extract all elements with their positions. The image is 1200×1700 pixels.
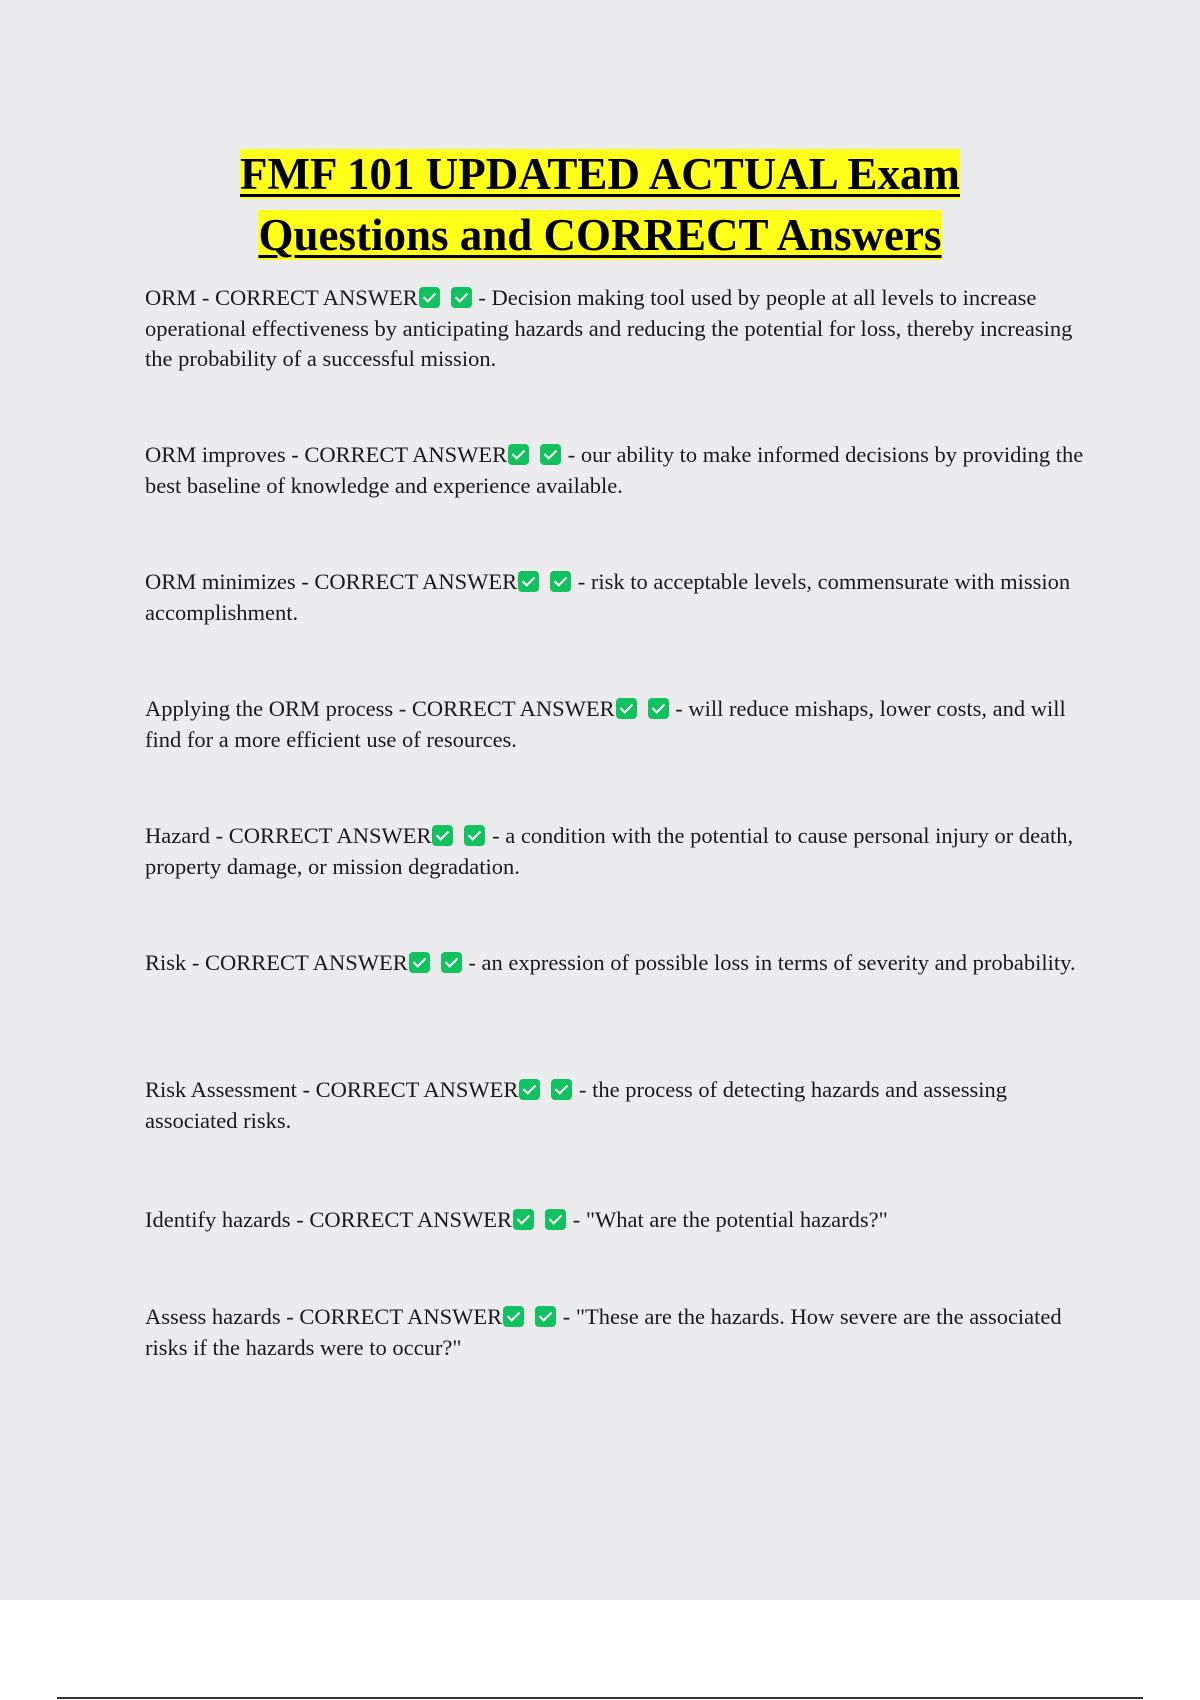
entry-definition: risk to acceptable levels, commensurate with mission accomplishment. <box>145 569 1071 625</box>
green-checkmark-icon <box>540 444 561 465</box>
document-title <box>100 144 1100 266</box>
entry-definition: the process of detecting hazards and assessing associated risks. <box>145 1077 1008 1133</box>
title-line-1: FMF 101 UPDATED ACTUAL Exam <box>240 149 960 199</box>
correct-answer-label: CORRECT ANSWER <box>314 569 518 594</box>
entry-definition: an expression of possible loss in terms of severity and probability. <box>481 950 1076 975</box>
green-checkmark-icon <box>503 1306 524 1327</box>
correct-answer-label: CORRECT ANSWER <box>215 285 418 310</box>
green-checkmark-icon <box>648 698 669 719</box>
entry-definition: will reduce mishaps, lower costs, and will find for a more efficient use of resources. <box>145 696 1066 752</box>
green-checkmark-icon <box>551 1079 572 1100</box>
qa-entry-hazard: Hazard - CORRECT ANSWER - a condition with the potential to cause personal injury or death, property damage, or mission degradation. <box>145 823 1074 879</box>
green-checkmark-icon <box>616 698 637 719</box>
qa-entry-applying-orm: Applying the ORM process - CORRECT ANSWER - will reduce mishaps, lower costs, and will find for a more efficient use of resources. <box>145 696 1066 752</box>
green-checkmark-icon <box>432 825 453 846</box>
correct-answer-label: CORRECT ANSWER <box>205 950 408 975</box>
green-checkmark-icon <box>550 571 571 592</box>
green-checkmark-icon <box>513 1209 534 1230</box>
entry-term: ORM minimizes <box>145 569 296 594</box>
green-checkmark-icon <box>535 1306 556 1327</box>
entry-term: Risk <box>145 950 187 975</box>
green-checkmark-icon <box>409 952 430 973</box>
correct-answer-label: CORRECT ANSWER <box>304 442 508 467</box>
qa-entry-risk: Risk - CORRECT ANSWER - an expression of possible loss in terms of severity and probability. <box>145 950 1076 975</box>
entry-term: Assess hazards <box>145 1304 281 1329</box>
qa-entry-assess-hazards: Assess hazards - CORRECT ANSWER - "These are the hazards. How severe are the associated risks if the hazards were to occur?" <box>145 1304 1062 1360</box>
entry-term: Hazard <box>145 823 210 848</box>
correct-answer-label: CORRECT ANSWER <box>411 696 615 721</box>
qa-entry-orm: ORM - CORRECT ANSWER - Decision making tool used by people at all levels to increase operational effectiveness by anticipating hazards and reducing the potential for loss, thereby increasing the probability of a successful mission. <box>145 285 1073 371</box>
entry-term: Applying the ORM process <box>145 696 394 721</box>
entry-definition: a condition with the potential to cause personal injury or death, property damage, or mission degradation. <box>145 823 1074 879</box>
green-checkmark-icon <box>419 287 440 308</box>
entry-term: ORM <box>145 285 197 310</box>
entry-definition: "These are the hazards. How severe are the associated risks if the hazards were to occur?" <box>145 1304 1062 1360</box>
green-checkmark-icon <box>519 1079 540 1100</box>
entry-definition: Decision making tool used by people at all levels to increase operational effectiveness by anticipating hazards and reducing the potential for loss, thereby increasing the probability of a successful mission. <box>145 285 1073 371</box>
qa-entry-orm-minimizes: ORM minimizes - CORRECT ANSWER - risk to acceptable levels, commensurate with mission accomplishment. <box>145 569 1071 625</box>
correct-answer-label: CORRECT ANSWER <box>309 1207 513 1232</box>
entry-term: Risk Assessment <box>145 1077 297 1102</box>
correct-answer-label: CORRECT ANSWER <box>299 1304 503 1329</box>
entry-definition: our ability to make informed decisions by providing the best baseline of knowledge and experience available. <box>145 442 1084 498</box>
qa-entry-orm-improves: ORM improves - CORRECT ANSWER - our ability to make informed decisions by providing the best baseline of knowledge and experience available. <box>145 442 1084 498</box>
title-line-2: Questions and CORRECT Answers <box>258 210 942 260</box>
green-checkmark-icon <box>441 952 462 973</box>
entry-term: Identify hazards <box>145 1207 291 1232</box>
footer-divider <box>57 1697 1143 1699</box>
green-checkmark-icon <box>518 571 539 592</box>
qa-entry-identify-hazards: Identify hazards - CORRECT ANSWER - "What are the potential hazards?" <box>145 1207 888 1232</box>
qa-entry-risk-assessment: Risk Assessment - CORRECT ANSWER - the process of detecting hazards and assessing associated risks. <box>145 1077 1008 1133</box>
correct-answer-label: CORRECT ANSWER <box>315 1077 519 1102</box>
green-checkmark-icon <box>464 825 485 846</box>
green-checkmark-icon <box>545 1209 566 1230</box>
correct-answer-label: CORRECT ANSWER <box>228 823 432 848</box>
green-checkmark-icon <box>508 444 529 465</box>
green-checkmark-icon <box>451 287 472 308</box>
entry-term: ORM improves <box>145 442 286 467</box>
entry-definition: "What are the potential hazards?" <box>585 1207 888 1232</box>
